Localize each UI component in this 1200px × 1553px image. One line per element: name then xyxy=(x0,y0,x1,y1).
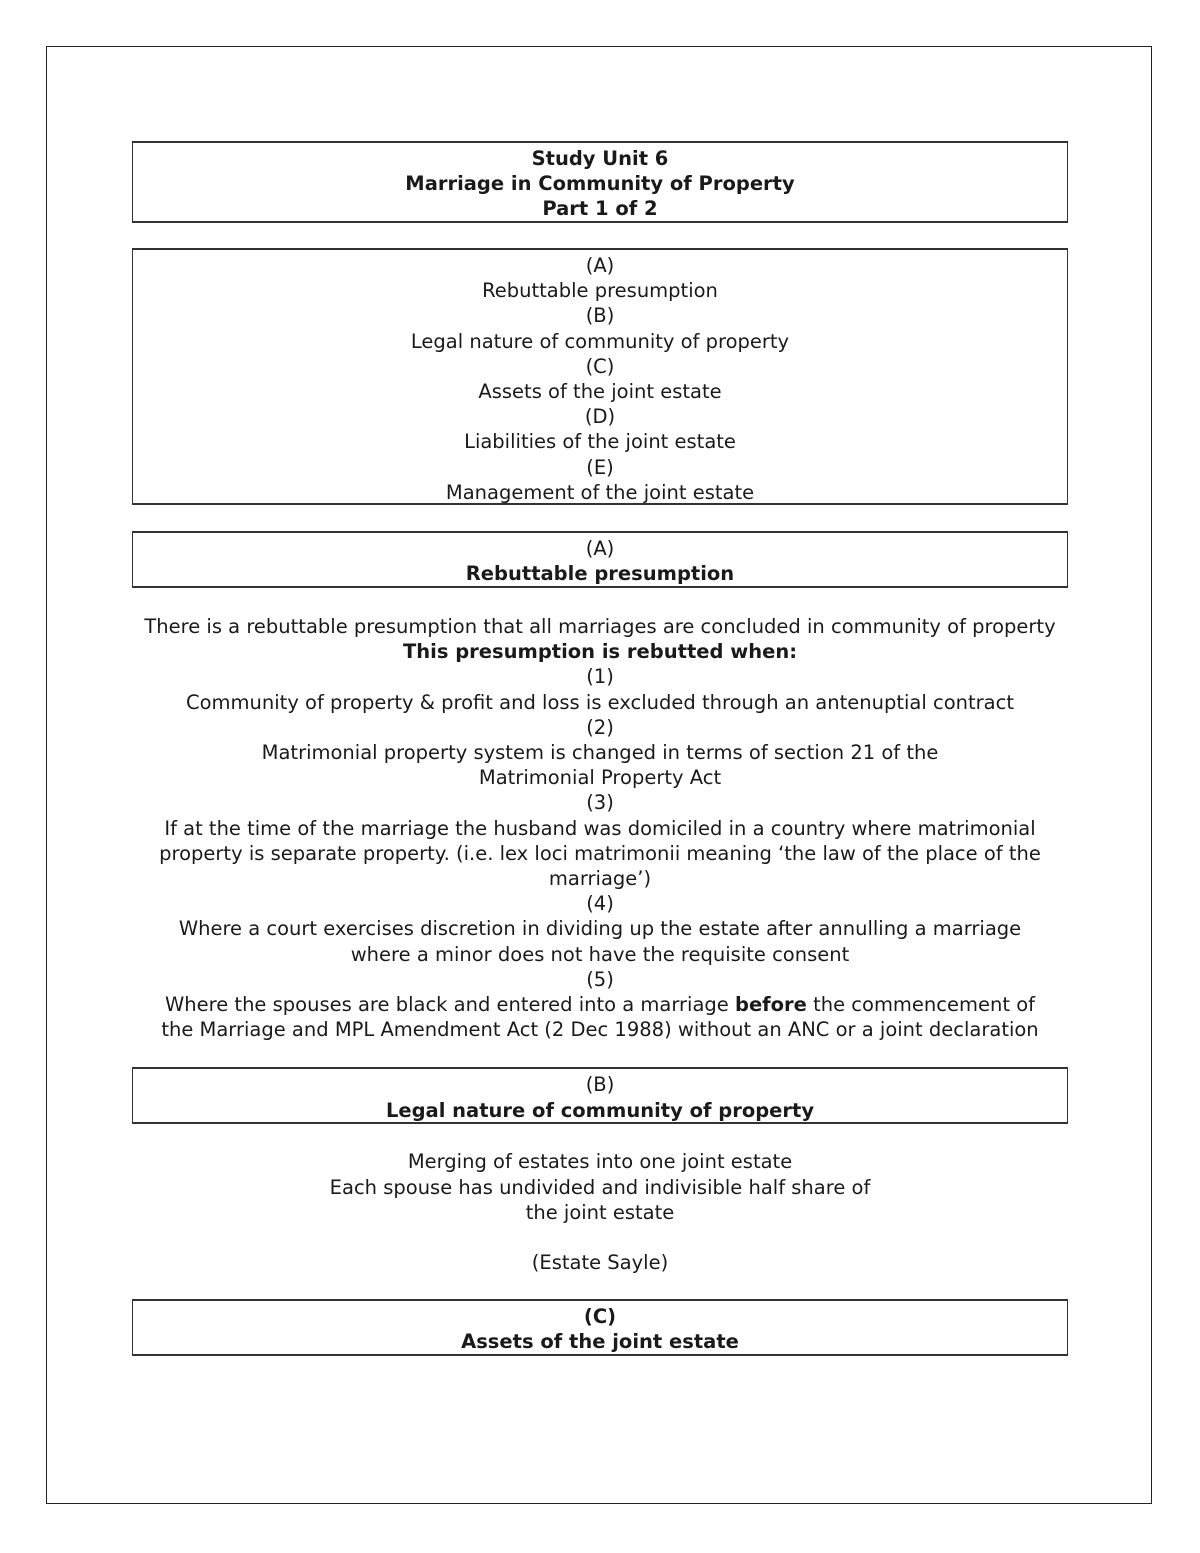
item-number: (2) xyxy=(586,715,614,739)
contents-title: Management of the joint estate xyxy=(445,480,755,504)
case-reference: (Estate Sayle) xyxy=(531,1251,669,1275)
section-c-heading: Assets of the joint estate xyxy=(461,1330,739,1354)
document-content xyxy=(132,141,1068,1356)
contents-box xyxy=(132,248,1068,505)
section-a-letter: (A) xyxy=(585,537,615,560)
item-number: (5) xyxy=(586,967,614,991)
contents-letter: (A) xyxy=(585,254,615,277)
presumption-intro: There is a rebuttable presumption that all marriages are concluded in community of property xyxy=(144,615,1056,638)
contents-title: Legal nature of community of property xyxy=(410,329,790,353)
item-text-part: Where the spouses are black and entered into a marriage xyxy=(165,993,735,1017)
item-number: (4) xyxy=(586,892,614,916)
section-a-heading: Rebuttable presumption xyxy=(465,562,735,586)
item-number: (1) xyxy=(586,665,614,689)
contents-title: Rebuttable presumption xyxy=(482,279,718,303)
item-text: Where a court exercises discretion in dividing up the estate after annulling a marriage where a minor does not have the requisite consent xyxy=(178,917,1022,966)
item-text: Community of property & profit and loss is excluded through an antenuptial contract xyxy=(186,690,1014,714)
section-b-heading-box xyxy=(132,1067,1068,1124)
legal-nature-line: Merging of estates into one joint estate xyxy=(407,1150,793,1174)
contents-letter: (D) xyxy=(584,405,616,429)
section-c-heading-box xyxy=(132,1299,1068,1356)
legal-nature-line: the joint estate xyxy=(525,1200,675,1224)
study-unit-title: Marriage in Community of Property xyxy=(405,172,795,196)
contents-title: Liabilities of the joint estate xyxy=(464,430,736,454)
item-text xyxy=(138,992,1062,1042)
item-text: If at the time of the marriage the husband was domiciled in a country where matrimonial property is separate property. (i.e. lex loci matrimonii meaning ‘the law of the place of the marriage’) xyxy=(159,816,1041,891)
section-c-letter: (C) xyxy=(583,1305,617,1329)
contents-letter: (B) xyxy=(585,304,615,328)
study-unit-number: Study Unit 6 xyxy=(531,147,669,170)
item-text-part: the commencement of the Marriage and MPL Amendment Act (2 Dec 1988) without an ANC or a joint declaration xyxy=(161,993,1039,1042)
item-text: Matrimonial property system is changed in terms of section 21 of the Matrimonial Property Act xyxy=(261,741,939,790)
contents-title: Assets of the joint estate xyxy=(478,380,722,404)
rebutted-heading: This presumption is rebutted when: xyxy=(402,640,798,664)
item-number: (3) xyxy=(586,791,614,815)
section-a-heading-box xyxy=(132,531,1068,588)
section-b-body xyxy=(132,1149,1068,1275)
study-unit-part: Part 1 of 2 xyxy=(542,197,658,221)
section-b-heading: Legal nature of community of property xyxy=(385,1098,815,1122)
contents-letter: (C) xyxy=(585,354,615,378)
item-text-emphasis: before xyxy=(734,993,807,1017)
legal-nature-line: Each spouse has undivided and indivisible half share of xyxy=(329,1175,871,1199)
contents-letter: (E) xyxy=(586,455,614,479)
section-a-body xyxy=(132,614,1068,1042)
title-box xyxy=(132,141,1068,223)
section-b-letter: (B) xyxy=(585,1073,615,1097)
